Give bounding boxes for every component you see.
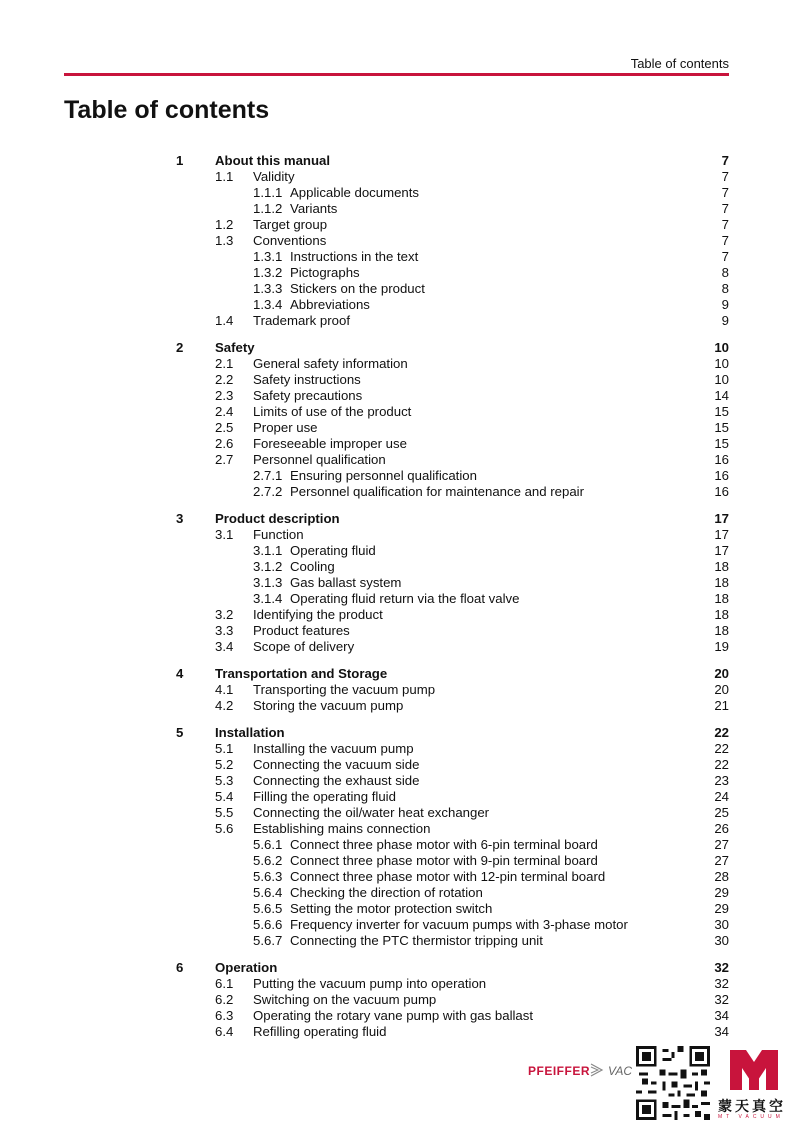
entry-number: 3.1.3: [253, 575, 283, 590]
page-number: 26: [714, 821, 729, 836]
page-number: 15: [714, 404, 729, 419]
page-number: 10: [714, 340, 729, 355]
qr-code-icon: [636, 1046, 710, 1120]
entry-number: 1.1.1: [253, 185, 283, 200]
entry-title: Connecting the PTC thermistor tripping unit: [290, 933, 543, 948]
entry-number: 4.1: [215, 682, 234, 697]
chapter-number: 5: [176, 725, 184, 740]
page-number: 20: [714, 682, 729, 697]
toc-section-entry[interactable]: [0, 821, 793, 837]
page-number: 9: [721, 297, 729, 312]
toc-section-entry[interactable]: [0, 741, 793, 757]
entry-title: Operating the rotary vane pump with gas ballast: [253, 1008, 534, 1023]
toc-subsection-entry[interactable]: [0, 185, 793, 201]
page-number: 27: [714, 837, 729, 852]
toc-section-entry[interactable]: [0, 1008, 793, 1024]
page-number: 20: [714, 666, 729, 681]
page-number: 7: [721, 185, 729, 200]
toc-section-entry[interactable]: [0, 1024, 793, 1040]
entry-title: Transporting the vacuum pump: [253, 682, 436, 697]
page-number: 17: [714, 527, 729, 542]
toc-subsection-entry[interactable]: [0, 591, 793, 607]
entry-title: Connecting the vacuum side: [253, 757, 420, 772]
entry-number: 3.4: [215, 639, 234, 654]
page-number: 16: [714, 452, 729, 467]
entry-number: 2.3: [215, 388, 234, 403]
toc-subsection-entry[interactable]: [0, 917, 793, 933]
toc-subsection-entry[interactable]: [0, 837, 793, 853]
page-number: 30: [714, 917, 729, 932]
toc-subsection-entry[interactable]: [0, 201, 793, 217]
toc-subsection-entry[interactable]: [0, 559, 793, 575]
toc-subsection-entry[interactable]: [0, 468, 793, 484]
chapter-title: Safety: [215, 340, 255, 355]
entry-number: 6.3: [215, 1008, 234, 1023]
entry-title: Proper use: [253, 420, 318, 435]
entry-title: Storing the vacuum pump: [253, 698, 404, 713]
entry-number: 3.1.1: [253, 543, 283, 558]
mt-vacuum-chinese-text: 蒙天真空: [718, 1098, 786, 1114]
entry-number: 1.3.2: [253, 265, 283, 280]
toc-section-entry[interactable]: [0, 169, 793, 185]
entry-number: 5.1: [215, 741, 234, 756]
page-number: 7: [721, 153, 729, 168]
entry-title: Installing the vacuum pump: [253, 741, 414, 756]
toc-section-entry[interactable]: [0, 404, 793, 420]
toc-section-entry[interactable]: [0, 233, 793, 249]
entry-title: Safety instructions: [253, 372, 361, 387]
toc-subsection-entry[interactable]: [0, 853, 793, 869]
page-title: Table of contents: [64, 96, 270, 124]
entry-number: 5.6.1: [253, 837, 283, 852]
page-number: 34: [714, 1024, 729, 1039]
toc-section-entry[interactable]: [0, 452, 793, 468]
footer: [0, 1040, 793, 1122]
entry-number: 5.6: [215, 821, 234, 836]
toc-chapter-entry[interactable]: [0, 725, 793, 741]
entry-number: 5.6.5: [253, 901, 283, 916]
entry-number: 6.1: [215, 976, 234, 991]
entry-title: Cooling: [290, 559, 335, 574]
entry-number: 5.4: [215, 789, 234, 804]
chapter-title: Installation: [215, 725, 285, 740]
page-number: 18: [714, 559, 729, 574]
entry-number: 5.6.6: [253, 917, 283, 932]
entry-number: 5.5: [215, 805, 234, 820]
chapter-spacer: [0, 500, 793, 511]
entry-title: Function: [253, 527, 304, 542]
toc-chapter-entry[interactable]: [0, 960, 793, 976]
chapter-spacer: [0, 949, 793, 960]
entry-number: 1.2: [215, 217, 234, 232]
toc-subsection-entry[interactable]: [0, 265, 793, 281]
header-divider: [64, 73, 729, 76]
entry-number: 1.3.3: [253, 281, 283, 296]
toc-section-entry[interactable]: [0, 420, 793, 436]
entry-title: Product features: [253, 623, 350, 638]
entry-title: Personnel qualification for maintenance and repair: [290, 484, 584, 499]
page-number: 32: [714, 992, 729, 1007]
entry-title: Abbreviations: [290, 297, 370, 312]
toc-section-entry[interactable]: [0, 527, 793, 543]
entry-title: Gas ballast system: [290, 575, 402, 590]
toc-section-entry[interactable]: [0, 992, 793, 1008]
entry-title: Limits of use of the product: [253, 404, 412, 419]
page-number: 18: [714, 575, 729, 590]
entry-title: Safety precautions: [253, 388, 363, 403]
entry-title: Connect three phase motor with 6-pin terminal board: [290, 837, 598, 852]
page-number: 27: [714, 853, 729, 868]
toc-subsection-entry[interactable]: [0, 543, 793, 559]
toc-subsection-entry[interactable]: [0, 575, 793, 591]
toc-subsection-entry[interactable]: [0, 249, 793, 265]
entry-title: Conventions: [253, 233, 327, 248]
entry-number: 2.4: [215, 404, 234, 419]
chapter-number: 6: [176, 960, 184, 975]
page-number: 15: [714, 420, 729, 435]
entry-title: Refilling operating fluid: [253, 1024, 387, 1039]
page-number: 16: [714, 484, 729, 499]
page-number: 28: [714, 869, 729, 884]
chapter-number: 2: [176, 340, 184, 355]
page-number: 10: [714, 356, 729, 371]
entry-number: 2.1: [215, 356, 234, 371]
entry-number: 3.1.4: [253, 591, 283, 606]
entry-title: Filling the operating fluid: [253, 789, 396, 804]
page-number: 22: [714, 741, 729, 756]
entry-number: 5.2: [215, 757, 234, 772]
entry-title: General safety information: [253, 356, 408, 371]
toc-section-entry[interactable]: [0, 372, 793, 388]
page-number: 22: [714, 757, 729, 772]
entry-number: 3.1: [215, 527, 234, 542]
chapter-title: Operation: [215, 960, 278, 975]
page-number: 22: [714, 725, 729, 740]
toc-section-entry[interactable]: [0, 436, 793, 452]
entry-number: 1.1.2: [253, 201, 283, 216]
chapter-spacer: [0, 655, 793, 666]
toc-section-entry[interactable]: [0, 623, 793, 639]
entry-number: 1.4: [215, 313, 234, 328]
page-number: 32: [714, 976, 729, 991]
toc-section-entry[interactable]: [0, 356, 793, 372]
toc-section-entry[interactable]: [0, 773, 793, 789]
toc-section-entry[interactable]: [0, 313, 793, 329]
toc-chapter-entry[interactable]: [0, 666, 793, 682]
entry-title: Identifying the product: [253, 607, 383, 622]
chapter-title: Transportation and Storage: [215, 666, 388, 681]
entry-title: Pictographs: [290, 265, 360, 280]
running-header: Table of contents: [630, 56, 729, 71]
entry-title: Foreseeable improper use: [253, 436, 407, 451]
page-number: 24: [714, 789, 729, 804]
toc-subsection-entry[interactable]: [0, 885, 793, 901]
entry-title: Operating fluid return via the float valve: [290, 591, 520, 606]
entry-number: 2.2: [215, 372, 234, 387]
page-number: 8: [721, 281, 729, 296]
pfeiffer-arrow-icon: [590, 1062, 604, 1078]
page-number: 32: [714, 960, 729, 975]
toc-section-entry[interactable]: [0, 757, 793, 773]
page-number: 14: [714, 388, 729, 403]
mt-vacuum-english-text: MT VACUUM: [718, 1114, 784, 1120]
mt-vacuum-logo-icon: [728, 1046, 780, 1092]
entry-title: Connect three phase motor with 12-pin terminal board: [290, 869, 606, 884]
toc-subsection-entry[interactable]: [0, 869, 793, 885]
page-number: 18: [714, 623, 729, 638]
pfeiffer-vac-text: VAC: [608, 1064, 633, 1078]
entry-title: Operating fluid: [290, 543, 376, 558]
page-number: 25: [714, 805, 729, 820]
toc-section-entry[interactable]: [0, 388, 793, 404]
entry-title: Connecting the oil/water heat exchanger: [253, 805, 490, 820]
entry-title: Stickers on the product: [290, 281, 425, 296]
entry-title: Switching on the vacuum pump: [253, 992, 437, 1007]
page-number: 17: [714, 511, 729, 526]
entry-number: 4.2: [215, 698, 234, 713]
entry-number: 6.2: [215, 992, 234, 1007]
toc-chapter-entry[interactable]: [0, 511, 793, 527]
toc-chapter-entry[interactable]: [0, 153, 793, 169]
page-number: 18: [714, 591, 729, 606]
chapter-title: Product description: [215, 511, 340, 526]
entry-number: 2.7.2: [253, 484, 283, 499]
toc-section-entry[interactable]: [0, 976, 793, 992]
page-number: 30: [714, 933, 729, 948]
page-number: 16: [714, 468, 729, 483]
page-number: 29: [714, 901, 729, 916]
toc-section-entry[interactable]: [0, 217, 793, 233]
page-number: 7: [721, 217, 729, 232]
chapter-number: 3: [176, 511, 184, 526]
entry-number: 5.6.4: [253, 885, 283, 900]
pfeiffer-logo: PFEIFFER: [528, 1064, 591, 1078]
page-number: 18: [714, 607, 729, 622]
page-number: 19: [714, 639, 729, 654]
entry-number: 1.3: [215, 233, 234, 248]
page-number: 7: [721, 201, 729, 216]
entry-number: 3.3: [215, 623, 234, 638]
entry-number: 2.7: [215, 452, 234, 467]
entry-number: 2.5: [215, 420, 234, 435]
page-number: 7: [721, 233, 729, 248]
chapter-spacer: [0, 714, 793, 725]
entry-title: Target group: [253, 217, 328, 232]
entry-number: 1.3.1: [253, 249, 283, 264]
page-number: 7: [721, 249, 729, 264]
toc-section-entry[interactable]: [0, 805, 793, 821]
entry-title: Checking the direction of rotation: [290, 885, 483, 900]
entry-title: Setting the motor protection switch: [290, 901, 493, 916]
page-number: 7: [721, 169, 729, 184]
entry-title: Connect three phase motor with 9-pin terminal board: [290, 853, 598, 868]
entry-number: 1.1: [215, 169, 234, 184]
page-number: 8: [721, 265, 729, 280]
entry-number: 5.6.2: [253, 853, 283, 868]
page-number: 17: [714, 543, 729, 558]
entry-title: Instructions in the text: [290, 249, 419, 264]
page-number: 29: [714, 885, 729, 900]
toc-subsection-entry[interactable]: [0, 297, 793, 313]
entry-number: 6.4: [215, 1024, 234, 1039]
toc-section-entry[interactable]: [0, 789, 793, 805]
toc-subsection-entry[interactable]: [0, 901, 793, 917]
entry-title: Putting the vacuum pump into operation: [253, 976, 487, 991]
page-number: 10: [714, 372, 729, 387]
entry-title: Connecting the exhaust side: [253, 773, 420, 788]
entry-title: Personnel qualification: [253, 452, 386, 467]
page-number: 23: [714, 773, 729, 788]
entry-title: Variants: [290, 201, 338, 216]
chapter-spacer: [0, 329, 793, 340]
entry-title: Frequency inverter for vacuum pumps with 3-phase motor: [290, 917, 628, 932]
toc-chapter-entry[interactable]: [0, 340, 793, 356]
entry-title: Validity: [253, 169, 295, 184]
entry-number: 5.6.7: [253, 933, 283, 948]
entry-number: 3.1.2: [253, 559, 283, 574]
entry-title: Trademark proof: [253, 313, 350, 328]
page-number: 34: [714, 1008, 729, 1023]
toc-subsection-entry[interactable]: [0, 933, 793, 949]
table-of-contents: [0, 153, 793, 1040]
entry-number: 3.2: [215, 607, 234, 622]
toc-section-entry[interactable]: [0, 607, 793, 623]
toc-section-entry[interactable]: [0, 682, 793, 698]
page-number: 15: [714, 436, 729, 451]
entry-number: 1.3.4: [253, 297, 283, 312]
chapter-number: 1: [176, 153, 184, 168]
toc-section-entry[interactable]: [0, 698, 793, 714]
chapter-number: 4: [176, 666, 184, 681]
entry-number: 5.6.3: [253, 869, 283, 884]
entry-title: Establishing mains connection: [253, 821, 431, 836]
entry-number: 2.7.1: [253, 468, 283, 483]
toc-section-entry[interactable]: [0, 639, 793, 655]
page-number: 21: [714, 698, 729, 713]
entry-number: 2.6: [215, 436, 234, 451]
toc-subsection-entry[interactable]: [0, 484, 793, 500]
toc-subsection-entry[interactable]: [0, 281, 793, 297]
page-number: 9: [721, 313, 729, 328]
entry-title: Ensuring personnel qualification: [290, 468, 477, 483]
entry-number: 5.3: [215, 773, 234, 788]
chapter-title: About this manual: [215, 153, 331, 168]
entry-title: Applicable documents: [290, 185, 420, 200]
entry-title: Scope of delivery: [253, 639, 355, 654]
